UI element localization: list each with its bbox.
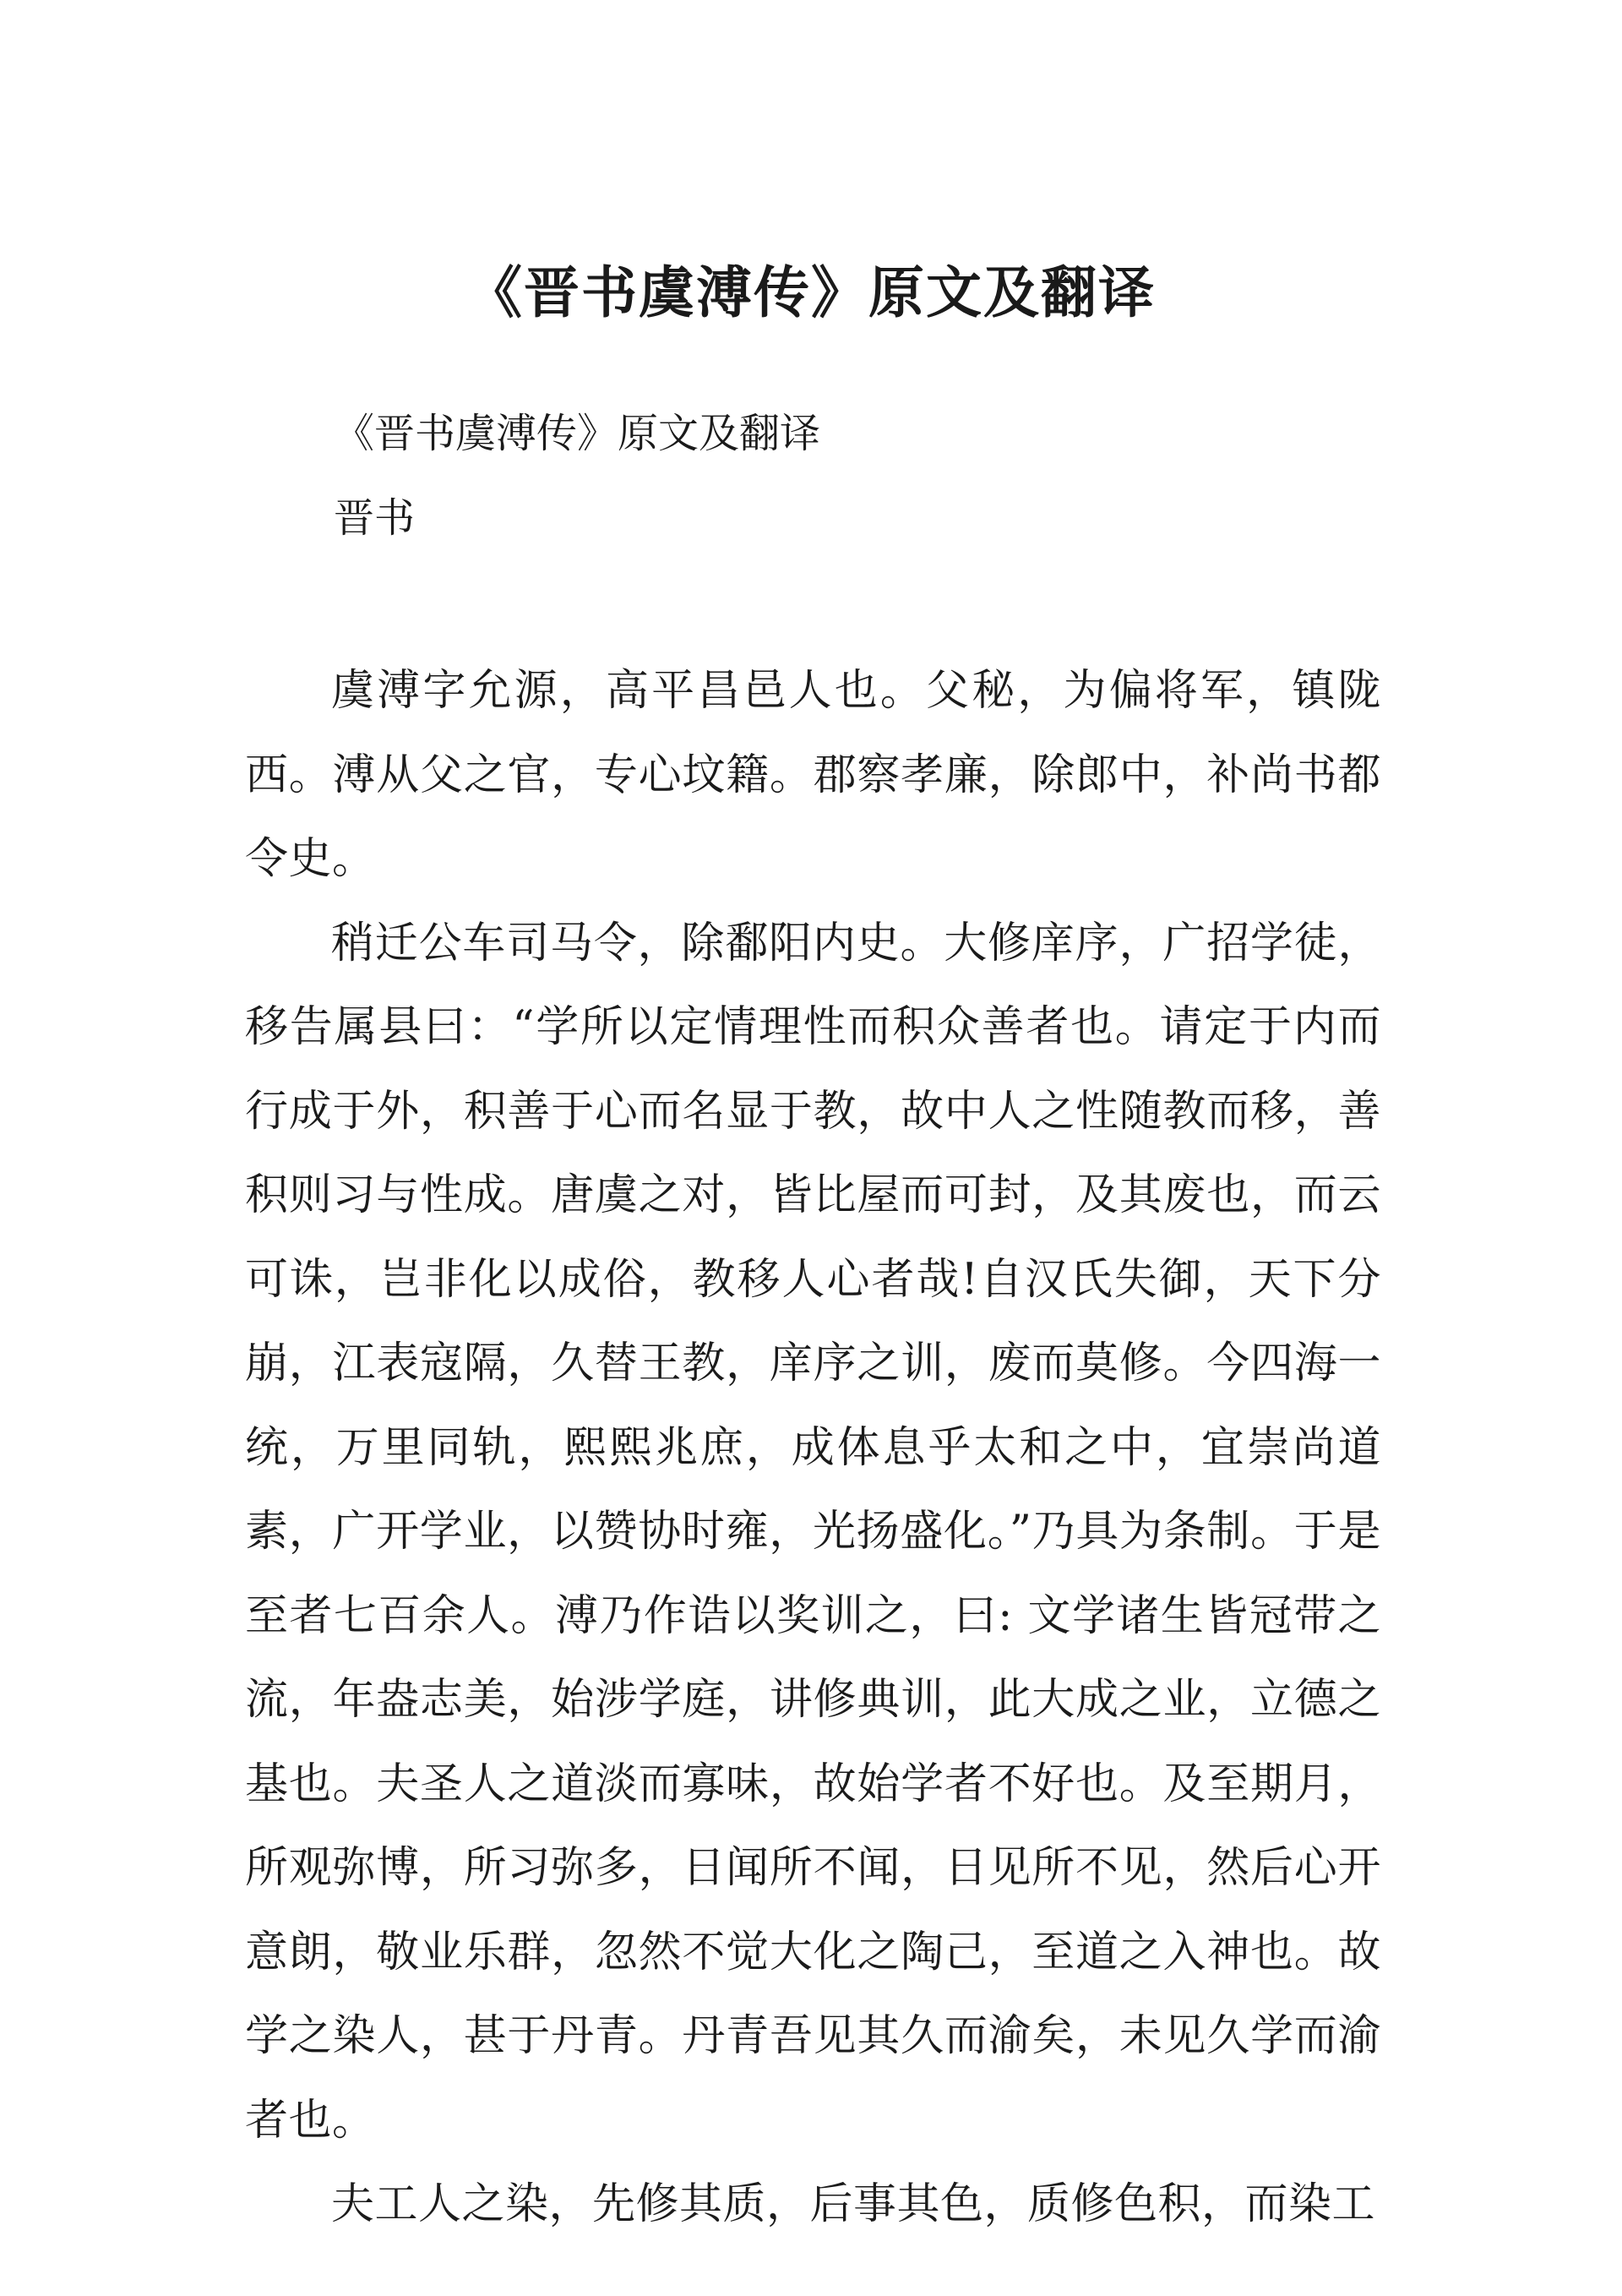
body-paragraph: 虞溥字允源，高平昌邑人也。父秘，为偏将军，镇陇西。溥从父之官，专心坟籍。郡察孝廉，除郎中，补尚书都令史。 — [245, 666, 1381, 884]
body-paragraph: 稍迁公车司马令，除鄱阳内史。大修庠序，广招学徒，移告属县曰：“学所以定情理性而积众善者也。请定于内而行成于外，积善于心而名显于教，故中人之性随教而移，善积则习与性成。唐虞之对，皆比屋而可封，及其废也，而云可诛，岂非化以成俗，教移人心者哉!自汉氏失御，天下分崩，江表寇隔，久替王教，庠序之训，废而莫修。今四海一统，万里同轨，熙熙兆庶，成体息乎太和之中，宜崇尚道素，广开学业，以赞协时雍，光扬盛化。”乃具为条制。于是至者七百余人。溥乃作诰以奖训之，曰: 文学诸生皆冠带之流，年盎志美，始涉学庭，讲修典训，此大成之业，立德之基也。夫圣人之道淡而寡味，故始学者不好也。及至期月，所观弥博，所习弥多，日闻所不闻，日见所不见，然后心开意朗，敬业乐群，忽然不觉大化之陶己，至道之入神也。故学之染人，甚于丹青。丹青吾见其久而渝矣，未见久学而渝者也。 — [245, 918, 1381, 2146]
document-body — [245, 649, 1381, 2247]
body-paragraph: 夫工人之染，先修其质，后事其色，质修色积，而染工 — [331, 2179, 1376, 2229]
document-author: 晋书 — [334, 494, 416, 542]
document-title: 《晋书虞溥传》原文及翻译 — [466, 259, 1156, 325]
document-subtitle: 《晋书虞溥传》原文及翻译 — [334, 410, 821, 457]
